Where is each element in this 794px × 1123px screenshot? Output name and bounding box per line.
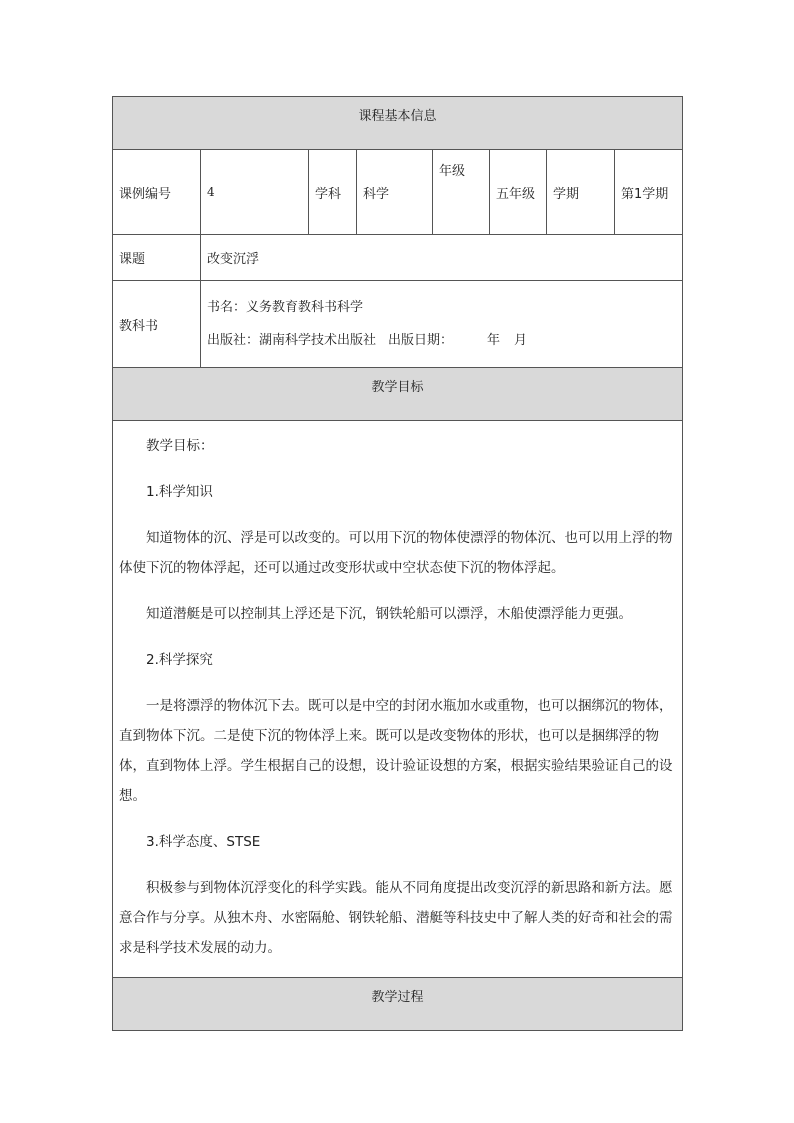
publish-month-label: 月: [514, 332, 528, 348]
textbook-row: [113, 281, 683, 368]
publish-year-label: 年: [487, 332, 501, 348]
objectives-intro: 教学目标：: [146, 438, 214, 454]
publisher: 出版社：湖南科学技术出版社: [207, 332, 377, 348]
case-no-label: 课例编号: [113, 150, 201, 235]
process-header: 教学过程: [113, 978, 683, 1031]
case-no-value: 4: [201, 150, 309, 235]
term-label: 学期: [547, 150, 615, 235]
topic-row: [113, 235, 683, 281]
knowledge-paragraph-1: 知道物体的沉、浮是可以改变的。可以用下沉的物体使漂浮的物体沉、也可以用上浮的物体使下沉的物体浮起，还可以通过改变形状或中空状态使下沉的物体浮起。: [119, 530, 673, 576]
grade-value: 五年级: [490, 150, 547, 235]
objectives-body: [113, 421, 683, 978]
knowledge-heading: 1.科学知识: [146, 484, 213, 500]
publisher-line: [207, 331, 676, 351]
book-name: 书名：义务教育教科书科学: [207, 299, 364, 315]
attitude-paragraph: 积极参与到物体沉浮变化的科学实践。能从不同角度提出改变沉浮的新思路和新方法。愿意合作与分享。从独木舟、水密隔舱、钢铁轮船、潜艇等科技史中了解人类的好奇和社会的需求是科学技术发展的动力。: [119, 880, 673, 956]
inquiry-heading: 2.科学探究: [146, 652, 213, 668]
grade-label: 年级: [433, 150, 490, 235]
course-info-header: 课程基本信息: [113, 97, 683, 150]
subject-label: 学科: [309, 150, 357, 235]
inquiry-paragraph: 一是将漂浮的物体沉下去。既可以是中空的封闭水瓶加水或重物，也可以捆绑沉的物体，直到物体下沉。二是使下沉的物体浮上来。既可以是改变物体的形状，也可以是捆绑浮的物体，直到物体上浮。学生根据自己的设想，设计验证设想的方案，根据实验结果验证自己的设想。: [119, 698, 673, 804]
textbook-details: [201, 281, 683, 368]
subject-value: 科学: [357, 150, 433, 235]
objectives-header: 教学目标: [113, 368, 683, 421]
course-plan-table: [112, 96, 683, 1031]
publish-date-label: 出版日期：: [388, 332, 454, 348]
textbook-label: 教科书: [113, 281, 201, 368]
term-value: 第1学期: [615, 150, 683, 235]
attitude-heading: 3.科学态度、STSE: [146, 834, 261, 850]
knowledge-paragraph-2: 知道潜艇是可以控制其上浮还是下沉，钢铁轮船可以漂浮，木船使漂浮能力更强。: [146, 606, 632, 622]
basic-info-row: [113, 150, 683, 235]
topic-label: 课题: [113, 235, 201, 281]
topic-value: 改变沉浮: [201, 235, 683, 281]
